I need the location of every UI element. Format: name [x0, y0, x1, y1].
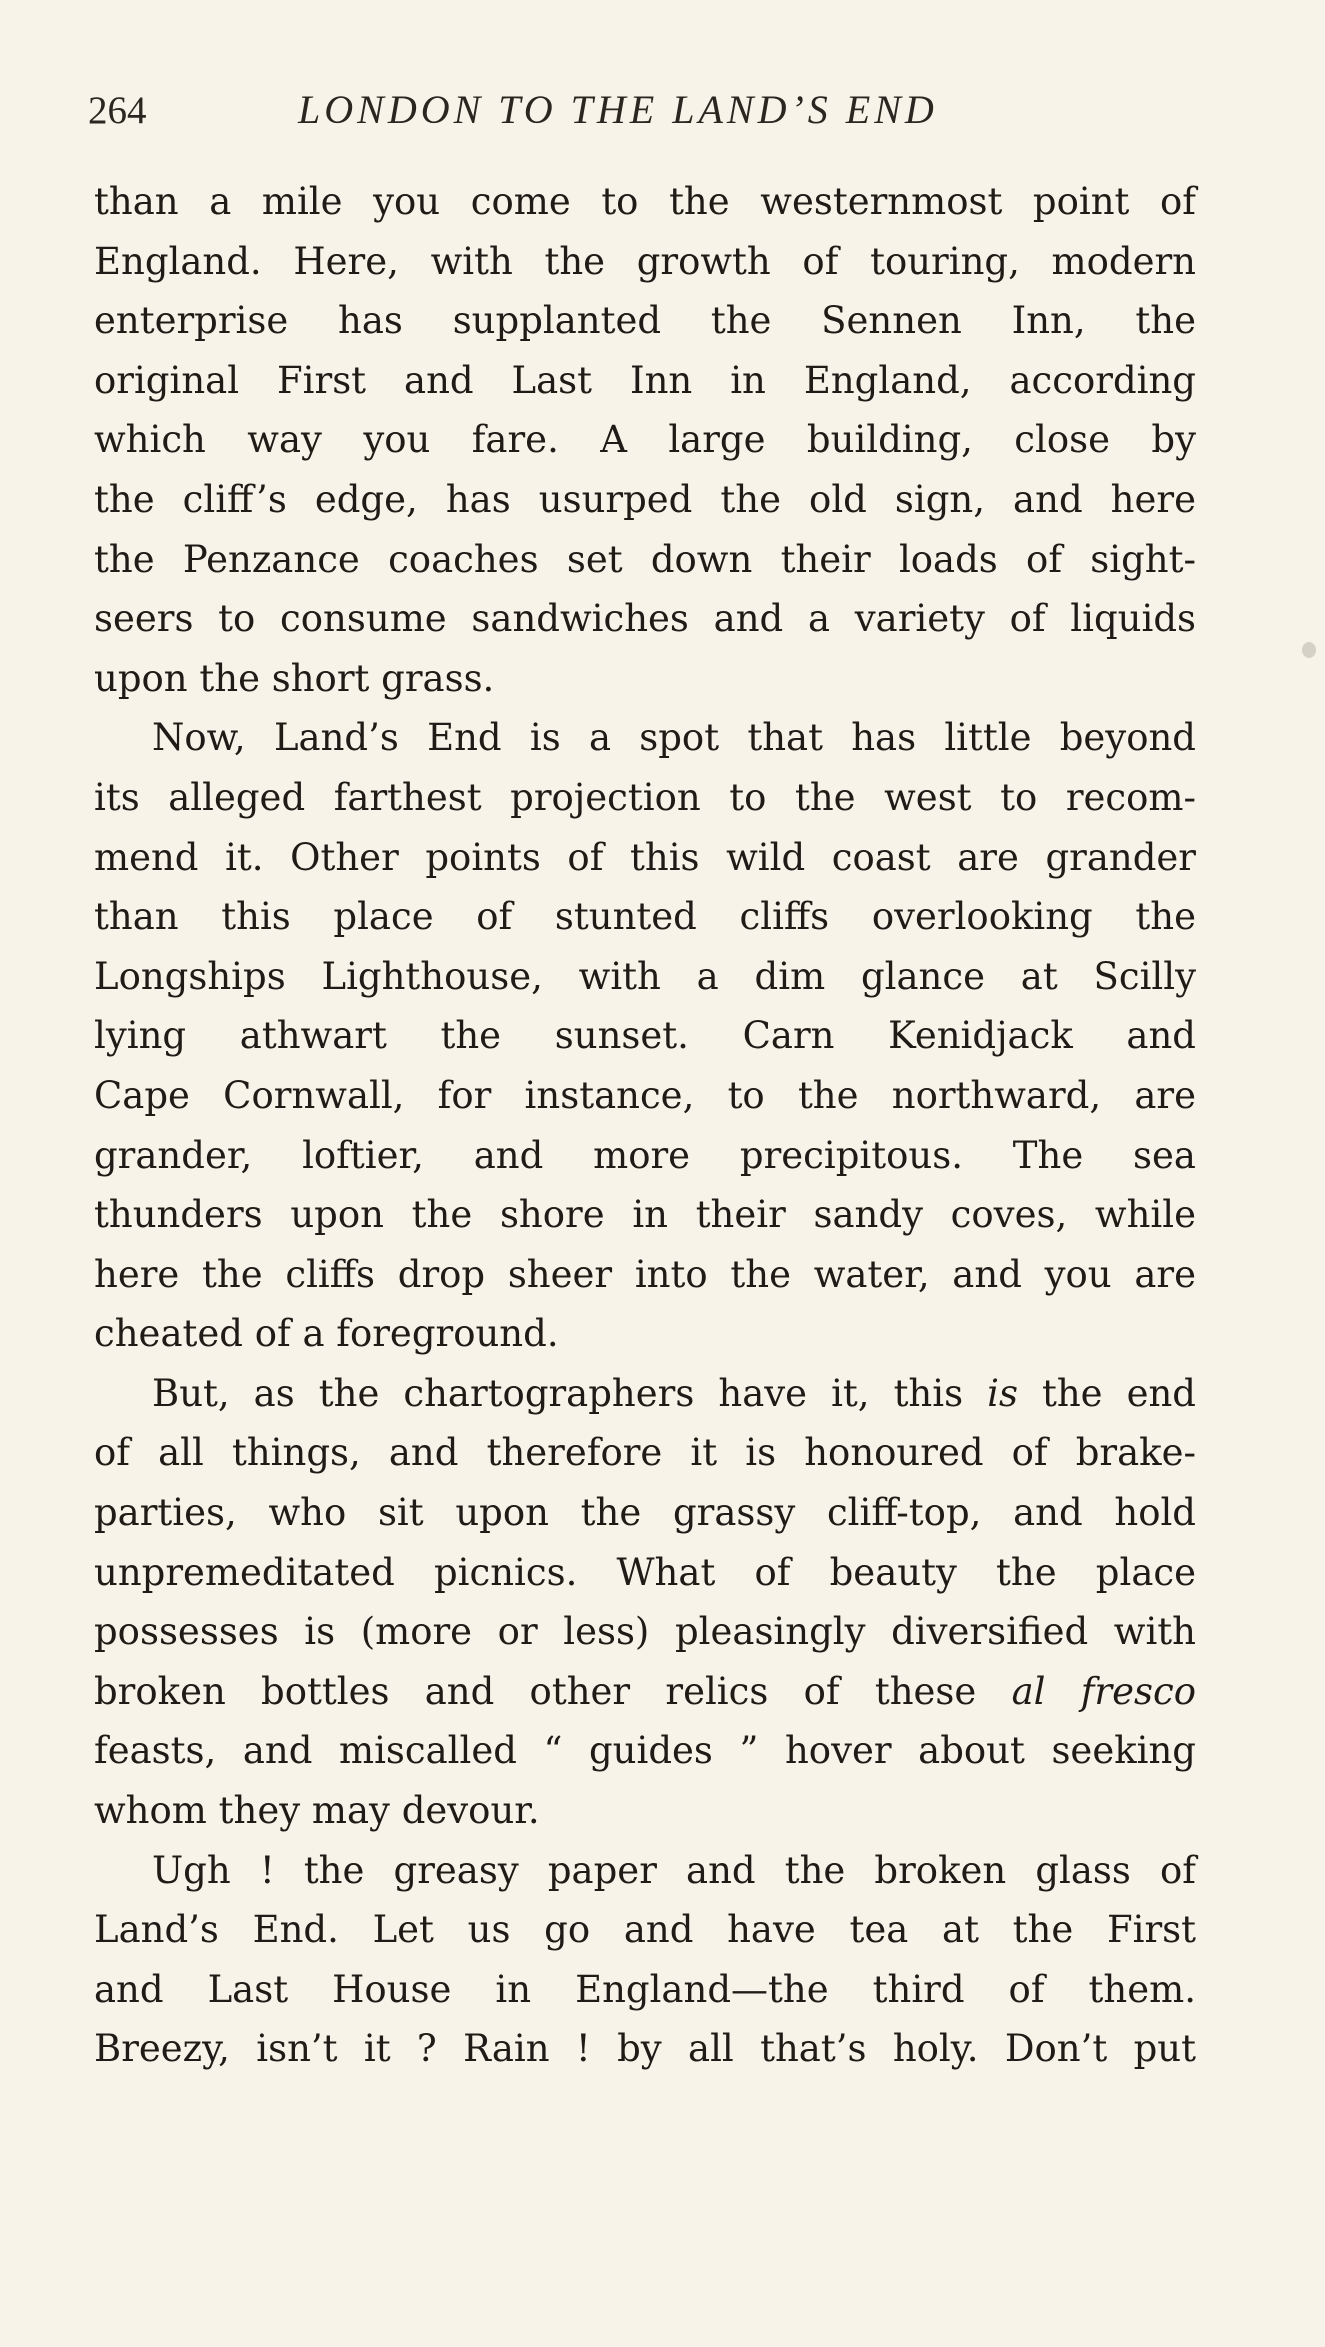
text-line: parties, who sit upon the grassy cliff-top, and hold: [94, 1491, 1196, 1535]
text-line: grander, loftier, and more precipitous. The sea: [94, 1133, 1196, 1177]
text-line: the Penzance coaches set down their loads of sight-: [94, 537, 1196, 581]
text-line: possesses is (more or less) pleasingly diversified with: [94, 1610, 1196, 1654]
text-line: than this place of stunted cliffs overlooking the: [94, 895, 1196, 939]
text-line: its alleged farthest projection to the west to recom-: [94, 775, 1196, 819]
text-line: whom they may devour.: [94, 1789, 540, 1833]
text-line: original First and Last Inn in England, according: [94, 358, 1196, 402]
text-line: of all things, and therefore it is honoured of brake-: [94, 1431, 1196, 1475]
text-line: Now, Land’s End is a spot that has little beyond: [152, 716, 1196, 760]
body-text: [94, 172, 1196, 2079]
text-line: here the cliffs drop sheer into the water, and you are: [94, 1252, 1196, 1296]
text-line: [94, 1364, 1196, 1424]
italic-run: al fresco: [1011, 1669, 1196, 1713]
text-line: which way you fare. A large building, close by: [94, 418, 1196, 462]
text-line: feasts, and miscalled “ guides ” hover about seeking: [94, 1729, 1196, 1773]
paper-speck: [1302, 642, 1316, 658]
running-title: LONDON TO THE LAND’S END: [298, 87, 938, 132]
text-line: enterprise has supplanted the Sennen Inn, the: [94, 299, 1196, 343]
text-line: England. Here, with the growth of touring, modern: [94, 239, 1196, 283]
text-run: But, as the chartographers have it, this: [152, 1371, 988, 1415]
text-line: Breezy, isn’t it ? Rain ! by all that’s holy. Don’t put: [94, 2027, 1196, 2071]
text-line: and Last House in England—the third of them.: [94, 1967, 1196, 2011]
text-line: unpremeditated picnics. What of beauty the place: [94, 1550, 1196, 1594]
text-line: lying athwart the sunset. Carn Kenidjack and: [94, 1014, 1196, 1058]
text-run: broken bottles and other relics of these: [94, 1669, 1012, 1713]
text-line: Longships Lighthouse, with a dim glance at Scilly: [94, 954, 1196, 998]
running-head: [88, 86, 1196, 146]
text-line: the cliff’s edge, has usurped the old sign, and here: [94, 477, 1196, 521]
text-line: Ugh ! the greasy paper and the broken glass of: [152, 1848, 1196, 1892]
text-line: upon the short grass.: [94, 656, 495, 700]
text-line: [94, 1662, 1196, 1722]
page-number: 264: [88, 89, 147, 132]
text-line: cheated of a foreground.: [94, 1312, 559, 1356]
text-run: the end: [1017, 1371, 1196, 1415]
text-line: thunders upon the shore in their sandy coves, while: [94, 1193, 1196, 1237]
text-line: mend it. Other points of this wild coast are grander: [94, 835, 1196, 879]
text-line: than a mile you come to the westernmost point of: [94, 180, 1196, 223]
italic-run: is: [987, 1371, 1018, 1415]
text-line: Land’s End. Let us go and have tea at the First: [94, 1908, 1196, 1952]
text-line: Cape Cornwall, for instance, to the northward, are: [94, 1073, 1196, 1117]
text-line: seers to consume sandwiches and a variety of liquids: [94, 597, 1196, 641]
